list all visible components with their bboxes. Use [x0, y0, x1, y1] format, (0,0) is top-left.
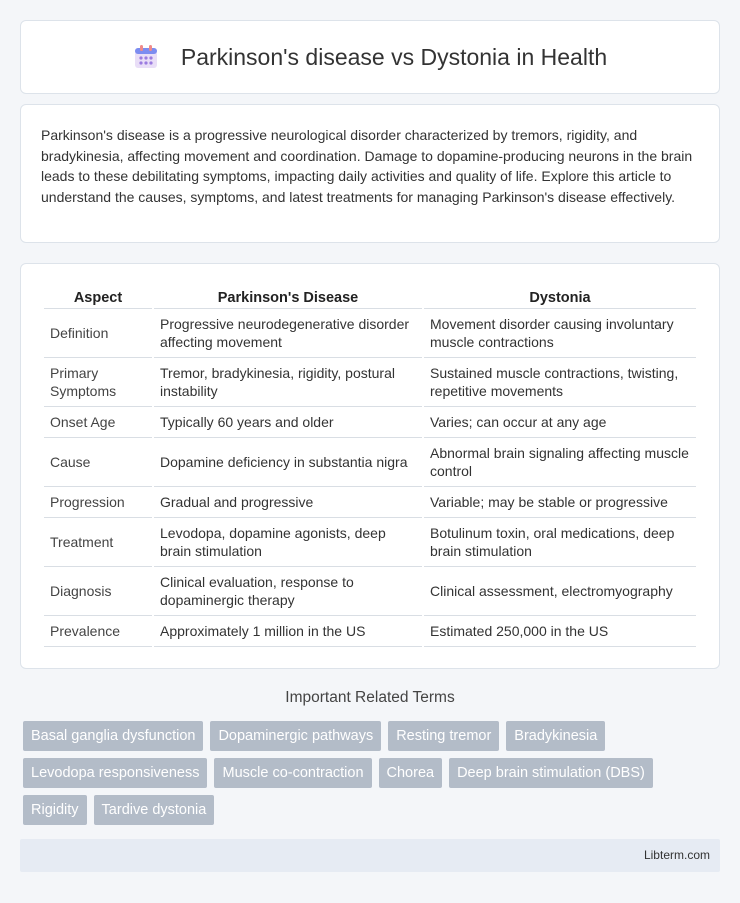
row-aspect: Primary Symptoms [44, 358, 152, 407]
row-dystonia: Clinical assessment, electromyography [424, 567, 696, 616]
related-term-tag[interactable]: Levodopa responsiveness [23, 758, 207, 788]
row-aspect: Cause [44, 438, 152, 487]
related-term-tag[interactable]: Muscle co-contraction [214, 758, 371, 788]
comparison-table-card [20, 263, 720, 669]
related-terms-title: Important Related Terms [285, 689, 455, 706]
related-term-tag[interactable]: Basal ganglia dysfunction [23, 721, 203, 751]
related-term-tag[interactable]: Rigidity [23, 795, 87, 825]
column-header-parkinsons: Parkinson's Disease [154, 284, 422, 309]
table-row [44, 518, 696, 567]
related-terms-list [23, 721, 723, 825]
footer [20, 839, 720, 872]
row-aspect: Diagnosis [44, 567, 152, 616]
calendar-icon [133, 44, 159, 70]
row-aspect: Definition [44, 309, 152, 358]
table-row [44, 616, 696, 647]
row-parkinsons: Dopamine deficiency in substantia nigra [154, 438, 422, 487]
row-dystonia: Variable; may be stable or progressive [424, 487, 696, 518]
column-header-dystonia: Dystonia [424, 284, 696, 309]
row-dystonia: Botulinum toxin, oral medications, deep brain stimulation [424, 518, 696, 567]
row-dystonia: Abnormal brain signaling affecting muscle control [424, 438, 696, 487]
header-card [20, 20, 720, 94]
related-term-tag[interactable]: Deep brain stimulation (DBS) [449, 758, 653, 788]
intro-card [20, 104, 720, 243]
table-row [44, 407, 696, 438]
table-header-row [44, 284, 696, 309]
row-aspect: Treatment [44, 518, 152, 567]
related-term-tag[interactable]: Dopaminergic pathways [210, 721, 381, 751]
row-aspect: Progression [44, 487, 152, 518]
comparison-table [42, 284, 698, 647]
table-row [44, 309, 696, 358]
row-parkinsons: Gradual and progressive [154, 487, 422, 518]
row-parkinsons: Progressive neurodegenerative disorder affecting movement [154, 309, 422, 358]
related-term-tag[interactable]: Chorea [379, 758, 443, 788]
related-term-tag[interactable]: Bradykinesia [506, 721, 605, 751]
row-parkinsons: Approximately 1 million in the US [154, 616, 422, 647]
row-dystonia: Estimated 250,000 in the US [424, 616, 696, 647]
related-term-tag[interactable]: Resting tremor [388, 721, 499, 751]
row-aspect: Onset Age [44, 407, 152, 438]
row-parkinsons: Typically 60 years and older [154, 407, 422, 438]
related-term-tag[interactable]: Tardive dystonia [94, 795, 215, 825]
row-dystonia: Varies; can occur at any age [424, 407, 696, 438]
column-header-aspect: Aspect [44, 284, 152, 309]
row-dystonia: Movement disorder causing involuntary muscle contractions [424, 309, 696, 358]
row-aspect: Prevalence [44, 616, 152, 647]
page-title: Parkinson's disease vs Dystonia in Health [180, 43, 608, 70]
row-parkinsons: Tremor, bradykinesia, rigidity, postural instability [154, 358, 422, 407]
row-parkinsons: Clinical evaluation, response to dopaminergic therapy [154, 567, 422, 616]
intro-text: Parkinson's disease is a progressive neurological disorder characterized by tremors, rigidity, and bradykinesia, affecting movement and coordination. Damage to dopamine-producing neurons in the brain leads to these debilitating symptoms, impacting daily activities and quality of life. Explore this article to understand the causes, symptoms, and latest treatments for managing Parkinson's disease effectively. [41, 127, 693, 205]
footer-site-link[interactable]: Libterm.com [643, 848, 710, 862]
row-parkinsons: Levodopa, dopamine agonists, deep brain stimulation [154, 518, 422, 567]
table-row [44, 567, 696, 616]
table-row [44, 487, 696, 518]
row-dystonia: Sustained muscle contractions, twisting, repetitive movements [424, 358, 696, 407]
table-row [44, 438, 696, 487]
table-row [44, 358, 696, 407]
